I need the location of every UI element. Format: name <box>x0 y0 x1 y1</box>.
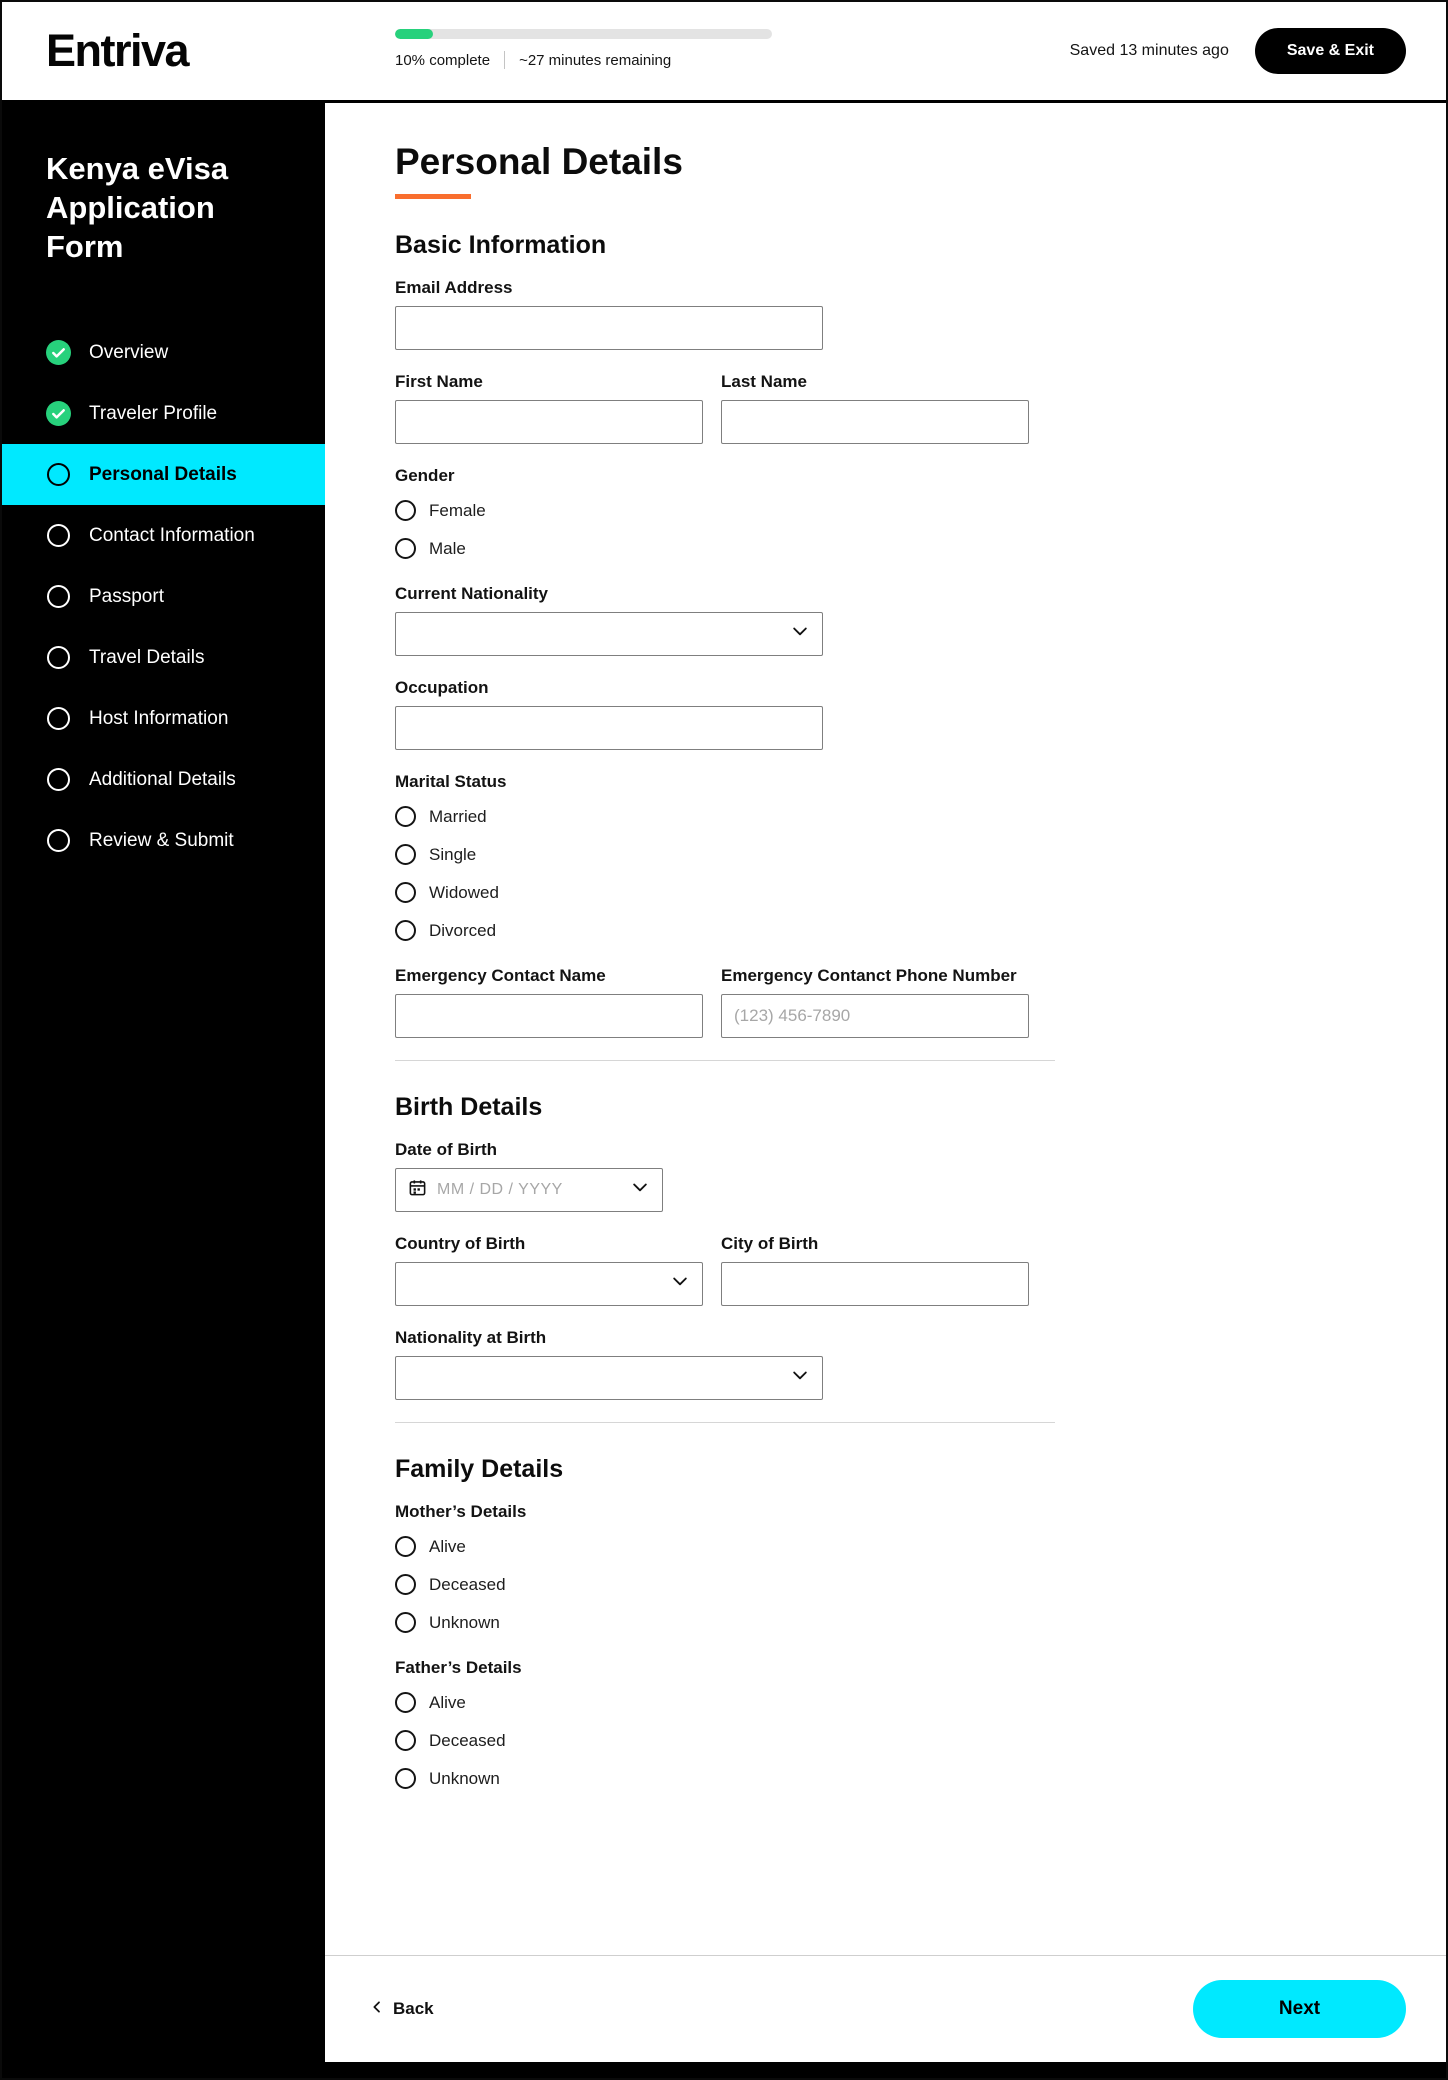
sidebar-item-contact-information[interactable] <box>2 505 325 566</box>
country-of-birth-select[interactable] <box>395 1262 703 1306</box>
form-footer <box>325 1955 1446 2062</box>
emergency-name-label: Emergency Contact Name <box>395 965 606 985</box>
gender-group <box>395 466 1376 564</box>
country-of-birth-group <box>395 1234 703 1306</box>
progress-complete-label: 10% complete <box>395 51 491 69</box>
mother-option-deceased[interactable] <box>395 1570 1376 1600</box>
radio-option-label: Deceased <box>429 1574 506 1594</box>
occupation-input[interactable] <box>395 706 823 750</box>
progress-bar <box>395 29 772 39</box>
saved-status: Saved 13 minutes ago <box>1069 42 1229 59</box>
current-nationality-group <box>395 584 1376 656</box>
radio-option-label: Male <box>429 538 466 558</box>
father-option-alive[interactable] <box>395 1688 1376 1718</box>
mother-option-alive[interactable] <box>395 1532 1376 1562</box>
empty-circle-icon <box>46 523 71 548</box>
radio-icon <box>395 1574 416 1595</box>
last-name-group <box>721 372 1029 444</box>
radio-icon <box>395 1768 416 1789</box>
radio-option-label: Single <box>429 844 477 864</box>
sidebar-item-label: Contact Information <box>89 524 255 546</box>
city-of-birth-group <box>721 1234 1029 1306</box>
father-option-unknown[interactable] <box>395 1764 1376 1794</box>
birth-place-row <box>395 1234 1376 1306</box>
radio-option-label: Married <box>429 806 487 826</box>
marital-option-divorced[interactable] <box>395 916 1376 946</box>
radio-option-label: Female <box>429 500 486 520</box>
empty-circle-icon <box>46 828 71 853</box>
calendar-icon <box>408 1178 427 1202</box>
email-input[interactable] <box>395 306 823 350</box>
sidebar-nav <box>2 322 325 871</box>
application-form-title: Kenya eVisa Application Form <box>46 151 229 265</box>
progress-fill <box>395 29 433 39</box>
radio-icon <box>395 882 416 903</box>
emergency-name-input[interactable] <box>395 994 703 1038</box>
chevron-left-icon <box>369 1999 385 2020</box>
gender-label: Gender <box>395 465 455 485</box>
father-option-deceased[interactable] <box>395 1726 1376 1756</box>
back-button[interactable] <box>369 1999 434 2020</box>
sidebar-item-review-submit[interactable] <box>2 810 325 871</box>
section-divider <box>395 1060 1055 1061</box>
current-nationality-select[interactable] <box>395 612 823 656</box>
radio-option-label: Deceased <box>429 1730 506 1750</box>
marital-option-widowed[interactable] <box>395 878 1376 908</box>
chevron-down-icon <box>790 621 810 646</box>
mother-details-label: Mother’s Details <box>395 1501 527 1521</box>
nationality-at-birth-select[interactable] <box>395 1356 823 1400</box>
first-name-group <box>395 372 703 444</box>
gender-option-male[interactable] <box>395 534 1376 564</box>
radio-icon <box>395 1692 416 1713</box>
first-name-input[interactable] <box>395 400 703 444</box>
top-header <box>2 2 1446 103</box>
title-underline <box>395 194 471 199</box>
emergency-phone-label: Emergency Contanct Phone Number <box>721 965 1017 985</box>
body <box>2 103 1446 2062</box>
sidebar-item-label: Travel Details <box>89 646 205 668</box>
radio-icon <box>395 806 416 827</box>
section-heading-birth: Birth Details <box>395 1092 543 1121</box>
sidebar-item-label: Review & Submit <box>89 829 234 851</box>
current-nationality-label: Current Nationality <box>395 583 549 603</box>
empty-circle-icon <box>46 706 71 731</box>
city-of-birth-label: City of Birth <box>721 1233 819 1253</box>
sidebar-item-passport[interactable] <box>2 566 325 627</box>
mother-details-group <box>395 1502 1376 1638</box>
radio-option-label: Unknown <box>429 1768 500 1788</box>
dob-input[interactable] <box>395 1168 663 1212</box>
radio-icon <box>395 1536 416 1557</box>
radio-option-label: Alive <box>429 1692 466 1712</box>
email-group <box>395 278 1376 350</box>
dob-label: Date of Birth <box>395 1139 497 1159</box>
chevron-down-icon <box>670 1271 690 1296</box>
sidebar-item-label: Passport <box>89 585 164 607</box>
emergency-name-group <box>395 966 703 1038</box>
radio-icon <box>395 1730 416 1751</box>
emergency-phone-input[interactable] <box>721 994 1029 1038</box>
back-label: Back <box>393 1999 434 2018</box>
last-name-label: Last Name <box>721 371 807 391</box>
progress-section <box>395 29 772 69</box>
progress-meta <box>395 51 772 69</box>
dob-group <box>395 1140 1376 1212</box>
progress-remaining-label: ~27 minutes remaining <box>519 51 672 69</box>
check-circle-icon <box>46 401 71 426</box>
marital-option-married[interactable] <box>395 802 1376 832</box>
city-of-birth-input[interactable] <box>721 1262 1029 1306</box>
empty-circle-icon <box>46 462 71 487</box>
sidebar-item-label: Host Information <box>89 707 229 729</box>
radio-option-label: Divorced <box>429 920 497 940</box>
empty-circle-icon <box>46 584 71 609</box>
sidebar-item-overview[interactable] <box>2 322 325 383</box>
sidebar-item-label: Traveler Profile <box>89 402 218 424</box>
emergency-row <box>395 966 1376 1038</box>
next-button[interactable]: Next <box>1193 1980 1406 2038</box>
check-circle-icon <box>46 340 71 365</box>
last-name-input[interactable] <box>721 400 1029 444</box>
form-content <box>325 103 1446 1955</box>
page-title: Personal Details <box>395 141 683 182</box>
country-of-birth-label: Country of Birth <box>395 1233 526 1253</box>
father-details-group <box>395 1658 1376 1794</box>
sidebar-item-label: Overview <box>89 341 169 363</box>
radio-icon <box>395 1612 416 1633</box>
sidebar-item-label: Additional Details <box>89 768 236 790</box>
radio-icon <box>395 920 416 941</box>
empty-circle-icon <box>46 645 71 670</box>
radio-option-label: Unknown <box>429 1612 500 1632</box>
section-divider <box>395 1422 1055 1423</box>
occupation-label: Occupation <box>395 677 489 697</box>
save-exit-button[interactable]: Save & Exit <box>1255 28 1406 74</box>
section-heading-basic: Basic Information <box>395 230 607 259</box>
main-panel <box>325 103 1446 2062</box>
radio-option-label: Widowed <box>429 882 499 902</box>
dob-placeholder: MM / DD / YYYY <box>437 1180 563 1198</box>
emergency-phone-group <box>721 966 1029 1038</box>
sidebar-item-additional-details[interactable] <box>2 749 325 810</box>
radio-icon <box>395 538 416 559</box>
bottom-strip <box>2 2062 1446 2078</box>
sidebar-item-personal-details[interactable] <box>2 444 325 505</box>
marital-option-single[interactable] <box>395 840 1376 870</box>
chevron-down-icon <box>630 1177 650 1202</box>
marital-status-group <box>395 772 1376 946</box>
occupation-group <box>395 678 1376 750</box>
sidebar-item-label: Personal Details <box>89 463 237 485</box>
header-actions <box>1070 28 1406 74</box>
name-row <box>395 372 1376 444</box>
nationality-at-birth-label: Nationality at Birth <box>395 1327 547 1347</box>
radio-option-label: Alive <box>429 1536 466 1556</box>
chevron-down-icon <box>790 1365 810 1390</box>
radio-icon <box>395 500 416 521</box>
radio-icon <box>395 844 416 865</box>
sidebar-item-travel-details[interactable] <box>2 627 325 688</box>
sidebar-item-traveler-profile[interactable] <box>2 383 325 444</box>
progress-meta-divider <box>504 51 505 69</box>
empty-circle-icon <box>46 767 71 792</box>
father-details-label: Father’s Details <box>395 1657 522 1677</box>
logo: Entriva <box>46 25 189 76</box>
gender-option-female[interactable] <box>395 496 1376 526</box>
email-label: Email Address <box>395 277 513 297</box>
first-name-label: First Name <box>395 371 483 391</box>
sidebar <box>2 103 325 2062</box>
nationality-at-birth-group <box>395 1328 1376 1400</box>
sidebar-item-host-information[interactable] <box>2 688 325 749</box>
marital-status-label: Marital Status <box>395 771 507 791</box>
section-heading-family: Family Details <box>395 1454 564 1483</box>
mother-option-unknown[interactable] <box>395 1608 1376 1638</box>
